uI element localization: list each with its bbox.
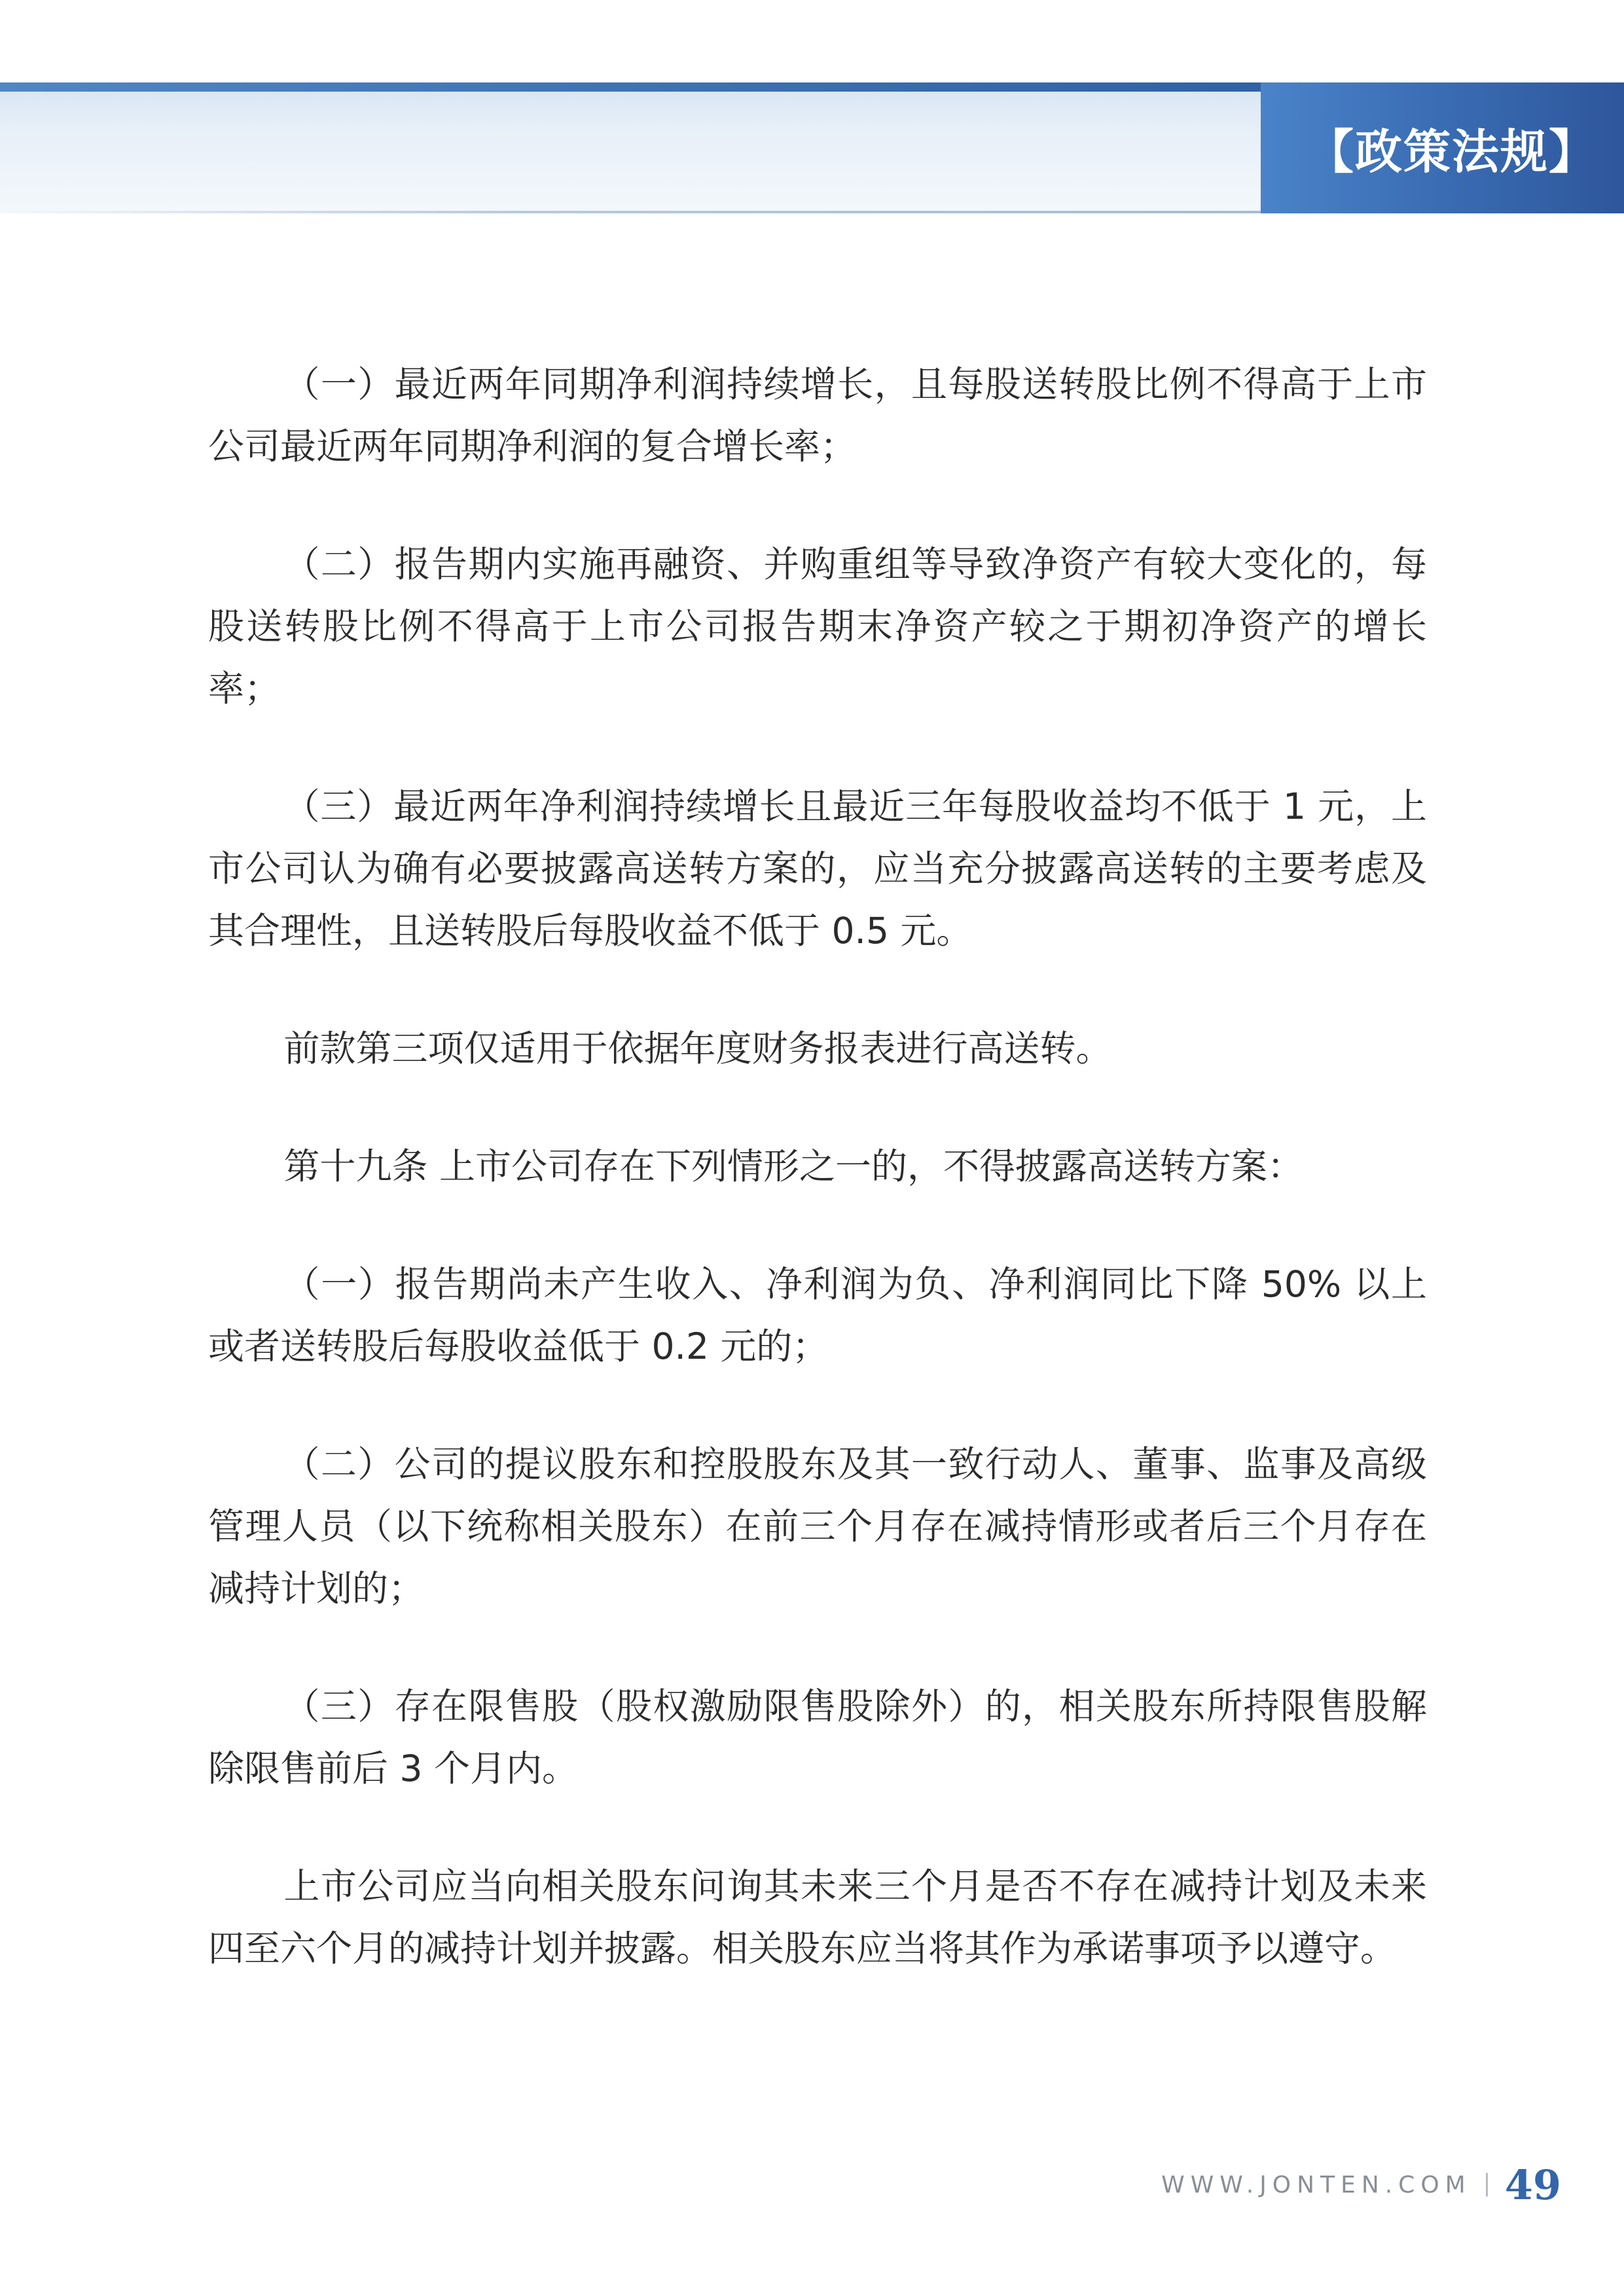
paragraph-2: （二）报告期内实施再融资、并购重组等导致净资产有较大变化的，每股送转股比例不得高于上市公司报告期末净资产较之于期初净资产的增长率； xyxy=(208,543,1427,709)
page-footer xyxy=(1161,2159,1561,2211)
paragraph-7: （二）公司的提议股东和控股股东及其一致行动人、董事、监事及高级管理人员（以下统称相关股东）在前三个月存在减持情形或者后三个月存在减持计划的； xyxy=(208,1443,1427,1609)
page-number: 49 xyxy=(1504,2161,1561,2209)
header-top-rule xyxy=(0,82,1261,92)
paragraph-4: 前款第三项仅适用于依据年度财务报表进行高送转。 xyxy=(283,1028,1112,1069)
article-body xyxy=(208,353,1427,2036)
section-label: 【政策法规】 xyxy=(1307,124,1598,179)
footer-divider xyxy=(1486,2173,1488,2197)
website-url: WWW.JONTEN.COM xyxy=(1161,2171,1471,2198)
paragraph-9: 上市公司应当向相关股东问询其未来三个月是否不存在减持计划及未来四至六个月的减持计划并披露。相关股东应当将其作为承诺事项予以遵守。 xyxy=(208,1865,1427,1969)
paragraph-3: （三）最近两年净利润持续增长且最近三年每股收益均不低于 1 元，上市公司认为确有必要披露高送转方案的，应当充分披露高送转的主要考虑及其合理性，且送转股后每股收益不低于 0.5 元。 xyxy=(208,785,1427,952)
paragraph-1: （一）最近两年同期净利润持续增长，且每股送转股比例不得高于上市公司最近两年同期净利润的复合增长率； xyxy=(208,363,1427,467)
paragraph-8: （三）存在限售股（股权激励限售股除外）的，相关股东所持限售股解除限售前后 3 个月内。 xyxy=(208,1685,1427,1789)
paragraph-5: 第十九条 上市公司存在下列情形之一的，不得披露高送转方案： xyxy=(283,1145,1303,1187)
paragraph-6: （一）报告期尚未产生收入、净利润为负、净利润同比下降 50% 以上或者送转股后每股收益低于 0.2 元的； xyxy=(208,1263,1427,1367)
header-band xyxy=(0,82,1261,213)
header-bottom-rule xyxy=(0,211,1261,213)
section-tab xyxy=(1261,82,1624,213)
